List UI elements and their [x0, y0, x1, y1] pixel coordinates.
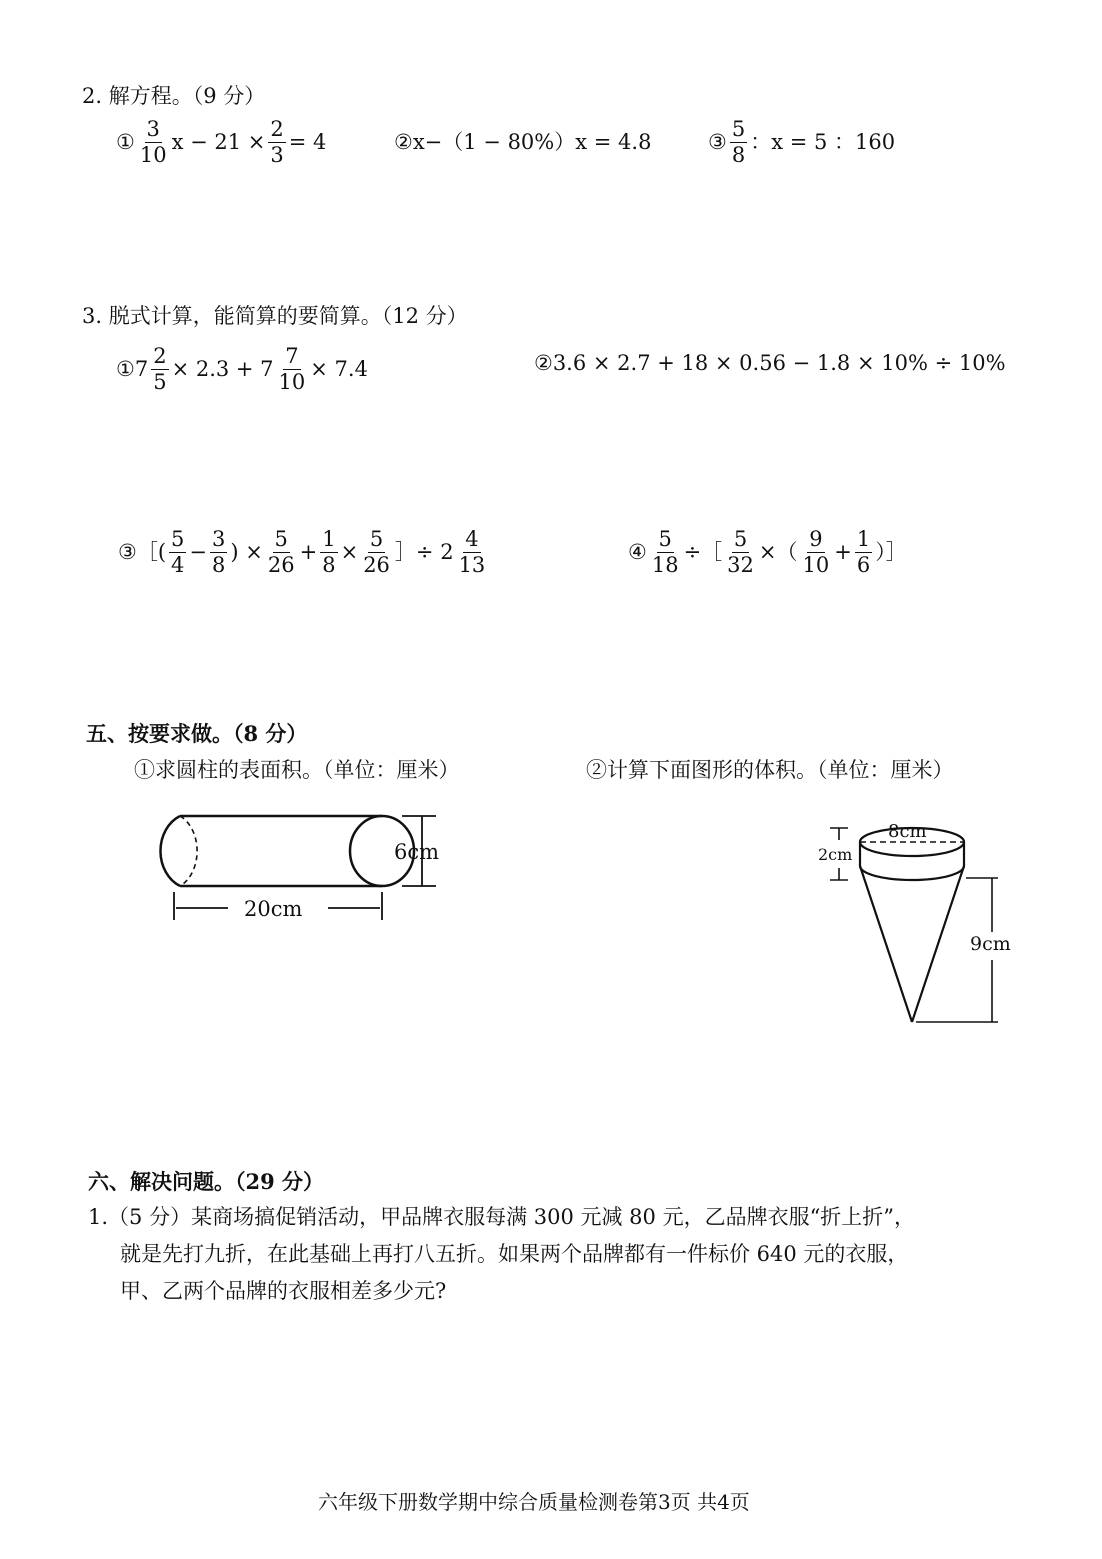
calc-1	[116, 345, 368, 394]
numerator: 9	[807, 528, 824, 553]
numerator: 1	[855, 528, 872, 553]
cylinder-left-hidden-arc	[180, 816, 197, 886]
calc4-op: ）］	[875, 540, 907, 565]
denominator: 6	[856, 553, 871, 578]
numerator: 3	[145, 118, 162, 143]
calc-2: ②3.6 × 2.7 + 18 × 0.56 − 1.8 × 10% ÷ 10%	[534, 351, 1006, 375]
eq3-tail: ：x = 5 ：160	[750, 130, 896, 155]
section6-title: 六、解决问题。（29 分）	[88, 1169, 325, 1194]
eq1-middle: x − 21 ×	[171, 130, 266, 155]
calc3-op: ) ×	[230, 540, 263, 565]
calc3-op: −	[189, 540, 208, 565]
cone-left-side	[860, 866, 912, 1022]
numerator: 1	[320, 528, 337, 553]
calc-3	[118, 528, 489, 577]
calc4-op: +	[834, 540, 852, 565]
numerator: 2	[268, 118, 285, 143]
page-footer: 六年级下册数学期中综合质量检测卷第3页 共4页	[318, 1490, 750, 1514]
cylinder-diameter-label: 6cm	[394, 840, 440, 864]
calc3-fraction-2	[210, 528, 227, 577]
denominator: 3	[270, 143, 284, 168]
eq1-fraction-2	[268, 118, 285, 167]
calc3-op: ×	[340, 540, 359, 565]
numerator: 5	[732, 528, 749, 553]
top-diameter-label: 8cm	[888, 821, 927, 842]
denominator: 13	[458, 553, 486, 578]
calc3-op: ］÷ 2	[394, 540, 454, 565]
eq3-fraction	[730, 118, 747, 167]
calc3-fraction-4	[320, 528, 337, 577]
equation-3	[708, 118, 895, 167]
numerator: 5	[368, 528, 385, 553]
calc1-tail: × 7.4	[310, 357, 368, 382]
cylinder-length-label: 20cm	[244, 897, 303, 921]
calc3-op: +	[299, 540, 318, 565]
calc4-fraction-3	[801, 528, 832, 577]
cylinder-height-label: 2cm	[818, 845, 853, 864]
denominator: 18	[651, 553, 679, 578]
calc-4	[628, 528, 907, 577]
numerator: 5	[273, 528, 290, 553]
numerator: 5	[169, 528, 186, 553]
numerator: 3	[210, 528, 227, 553]
calc4-fraction-4	[855, 528, 872, 577]
cone-height-label: 9cm	[970, 933, 1011, 955]
calc4-op: ÷［	[683, 540, 723, 565]
cylinder-figure	[140, 806, 450, 926]
calc1-fraction-2	[277, 345, 308, 394]
denominator: 4	[171, 553, 185, 578]
calc1-label: ①7	[116, 357, 149, 382]
eq1-tail: = 4	[288, 130, 327, 155]
calc4-op: ×（	[758, 540, 798, 565]
q3-title: 3. 脱式计算，能简算的要简算。（12 分）	[82, 304, 468, 328]
calc3-fraction-5	[361, 528, 392, 577]
denominator: 10	[139, 143, 167, 168]
cone-cylinder-figure	[812, 812, 1032, 1032]
calc3-label: ③［(	[118, 540, 167, 565]
denominator: 32	[727, 553, 754, 578]
calc4-label: ④	[628, 540, 647, 565]
equation-1	[116, 118, 326, 167]
denominator: 10	[802, 553, 830, 578]
calc4-fraction-1	[650, 528, 681, 577]
denominator: 5	[153, 370, 167, 395]
cylinder-left-arc	[160, 816, 180, 886]
calc1-fraction-1	[151, 345, 168, 394]
eq1-fraction-1	[138, 118, 169, 167]
numerator: 4	[463, 528, 480, 553]
section5-title: 五、按要求做。（8 分）	[86, 721, 308, 746]
eq1-label: ①	[116, 130, 135, 155]
calc3-fraction-1	[169, 528, 186, 577]
numerator: 5	[730, 118, 747, 143]
cylinder-bottom-arc	[860, 866, 964, 880]
equation-2: ②x−（1 − 80%）x = 4.8	[394, 130, 652, 154]
denominator: 10	[278, 370, 306, 395]
section5-sub2: ②计算下面图形的体积。（单位：厘米）	[586, 758, 954, 782]
problem1-line1: 1.（5 分）某商场搞促销活动，甲品牌衣服每满 300 元减 80 元，乙品牌衣服“折上折”，	[88, 1205, 916, 1229]
numerator: 5	[657, 528, 674, 553]
problem1-line2: 就是先打九折，在此基础上再打八五折。如果两个品牌都有一件标价 640 元的衣服，	[120, 1242, 909, 1266]
numerator: 2	[151, 345, 168, 370]
denominator: 26	[267, 553, 295, 578]
numerator: 7	[283, 345, 300, 370]
calc3-fraction-3	[266, 528, 297, 577]
denominator: 8	[731, 143, 746, 168]
calc3-fraction-6	[457, 528, 488, 577]
calc1-middle: × 2.3 + 7	[171, 357, 274, 382]
denominator: 8	[212, 553, 226, 578]
q2-title: 2. 解方程。（9 分）	[82, 84, 266, 108]
problem1-line3: 甲、乙两个品牌的衣服相差多少元?	[120, 1279, 447, 1303]
eq3-label: ③	[708, 130, 727, 155]
calc4-fraction-2	[725, 528, 756, 577]
denominator: 8	[322, 553, 336, 578]
denominator: 26	[363, 553, 390, 578]
section5-sub1: ①求圆柱的表面积。（单位：厘米）	[134, 758, 460, 782]
cone-right-side	[912, 866, 964, 1022]
